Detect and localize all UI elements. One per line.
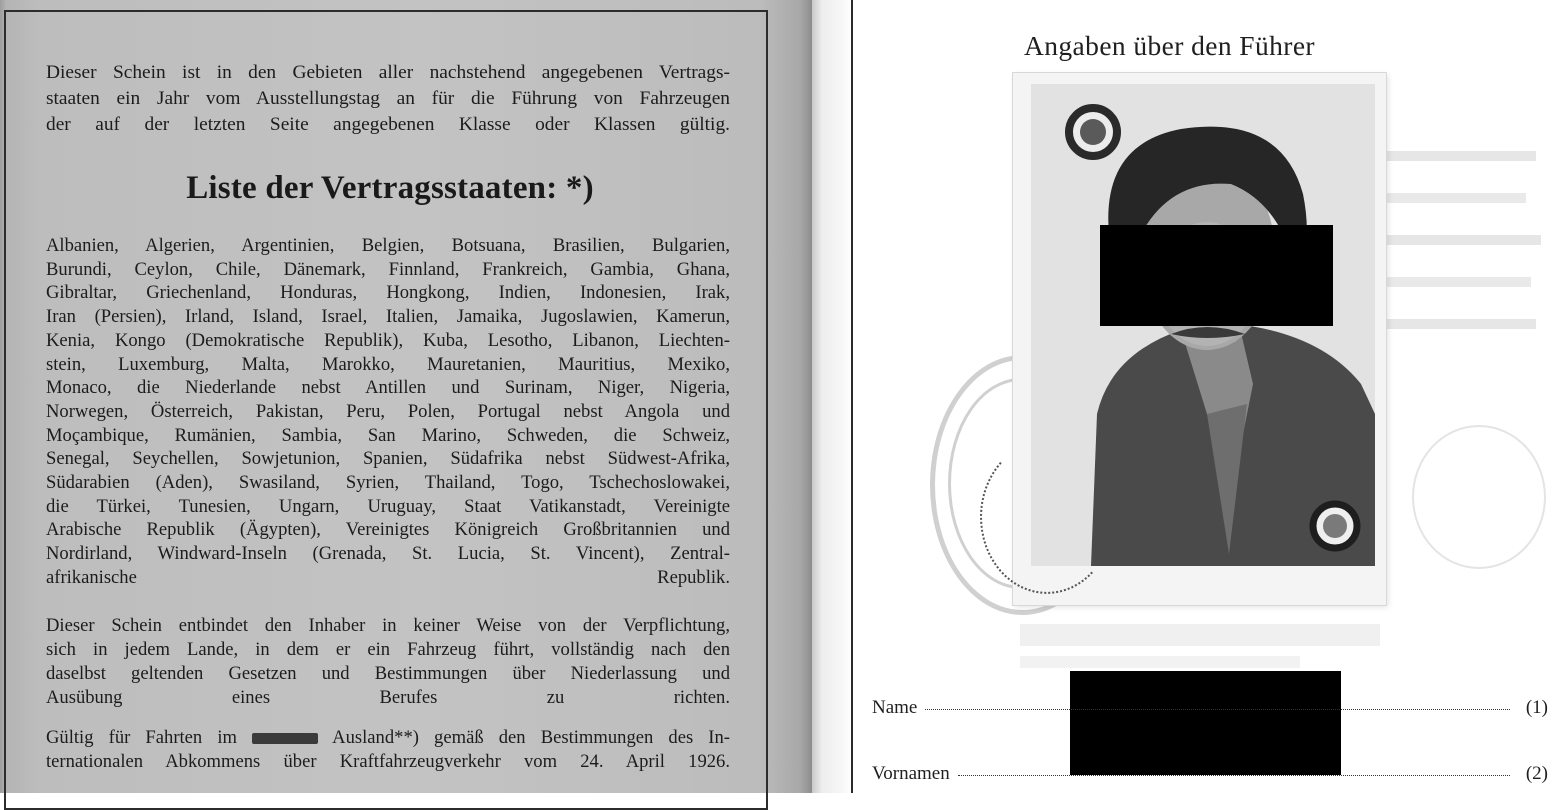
validity-text-before: Gültig für Fahrten im: [46, 727, 253, 748]
states-line: stein, Luxemburg, Malta, Marokko, Mauretanien, Mauritius, Mexiko,: [46, 353, 730, 375]
faint-stamp-right: [1412, 425, 1546, 569]
states-line: Nordirland, Windward-Inseln (Grenada, St. Lucia, St. Vincent), Zentral-: [46, 543, 730, 565]
states-line: Albanien, Algerien, Argentinien, Belgien, Botsuana, Brasilien, Bulgarien,: [46, 235, 730, 256]
book-gutter: [812, 0, 852, 793]
field-ref-number: (1): [1525, 697, 1548, 718]
dotted-leader: [958, 775, 1510, 776]
states-list: [46, 234, 730, 590]
states-line: Senegal, Seychellen, Sowjetunion, Spanien, Südafrika nebst Südwest-Afrika,: [46, 448, 730, 470]
states-line: Kenia, Kongo (Demokratische Republik), Kuba, Lesotho, Libanon, Liechten-: [46, 329, 730, 351]
notice-line: Ausübung eines Berufes zu richten.: [46, 687, 730, 708]
intro-line: Dieser Schein ist in den Gebieten aller nachstehend angegebenen Vertrags-: [46, 62, 730, 83]
field-first-names: [872, 763, 1548, 785]
states-line: Iran (Persien), Irland, Island, Israel, Italien, Jamaika, Jugoslawien, Kamerun,: [46, 306, 730, 328]
dotted-leader: [925, 709, 1510, 710]
states-line: Moçambique, Rumänien, Sambia, San Marino, Schweden, die Schweiz,: [46, 424, 730, 446]
validity-text-after: Ausland**) gemäß den Bestimmungen des In-: [318, 727, 730, 748]
states-line: Arabische Republik (Ägypten), Vereinigtes Königreich Großbritannien und: [46, 519, 730, 541]
intro-line: staaten ein Jahr vom Ausstellungstag an für die Führung von Fahrzeugen: [46, 88, 730, 109]
show-through-heading: [1020, 618, 1400, 678]
validity-scope: [46, 726, 730, 774]
show-through-text: [1386, 135, 1556, 335]
obligation-notice: [46, 614, 730, 710]
validity-line: ternationalen Abkommens über Kraftfahrzeugverkehr vom 24. April 1926.: [46, 751, 730, 772]
stamp-perforation: [980, 440, 1114, 594]
field-ref-number: (2): [1525, 763, 1548, 784]
states-line: Norwegen, Österreich, Pakistan, Peru, Polen, Portugal nebst Angola und: [46, 400, 730, 422]
struck-out-text: [252, 733, 318, 744]
field-name: [872, 697, 1548, 719]
field-label-first-names: Vornamen: [872, 763, 950, 784]
notice-line: Dieser Schein entbindet den Inhaber in keiner Weise von der Verpflichtung,: [46, 615, 730, 636]
validity-intro: [46, 60, 730, 138]
notice-line: sich in jedem Lande, in dem er ein Fahrzeug führt, vollständig nach den: [46, 639, 730, 660]
field-label-name: Name: [872, 697, 918, 718]
states-heading: Liste der Vertragsstaaten: *): [186, 170, 594, 206]
notice-line: daselbst geltenden Gesetzen und Bestimmungen über Niederlassung und: [46, 663, 730, 684]
validity-line: [46, 726, 730, 750]
page-title: Angaben über den Führer: [1024, 30, 1315, 61]
states-line: Burundi, Ceylon, Chile, Dänemark, Finnland, Frankreich, Gambia, Ghana,: [46, 258, 730, 280]
redaction-name: [1070, 671, 1341, 775]
states-line: Gibraltar, Griechenland, Honduras, Hongkong, Indien, Indonesien, Irak,: [46, 282, 730, 304]
redaction-eyes: [1100, 225, 1333, 326]
states-line: die Türkei, Tunesien, Ungarn, Uruguay, Staat Vatikanstadt, Vereinigte: [46, 495, 730, 517]
states-line: Monaco, die Niederlande nebst Antillen und Surinam, Niger, Nigeria,: [46, 377, 730, 399]
states-line: Südarabien (Aden), Swasiland, Syrien, Thailand, Togo, Tschechoslowakei,: [46, 472, 730, 494]
states-line: afrikanische Republik.: [46, 566, 730, 588]
intro-line: der auf der letzten Seite angegebenen Klasse oder Klassen gültig.: [46, 114, 730, 135]
